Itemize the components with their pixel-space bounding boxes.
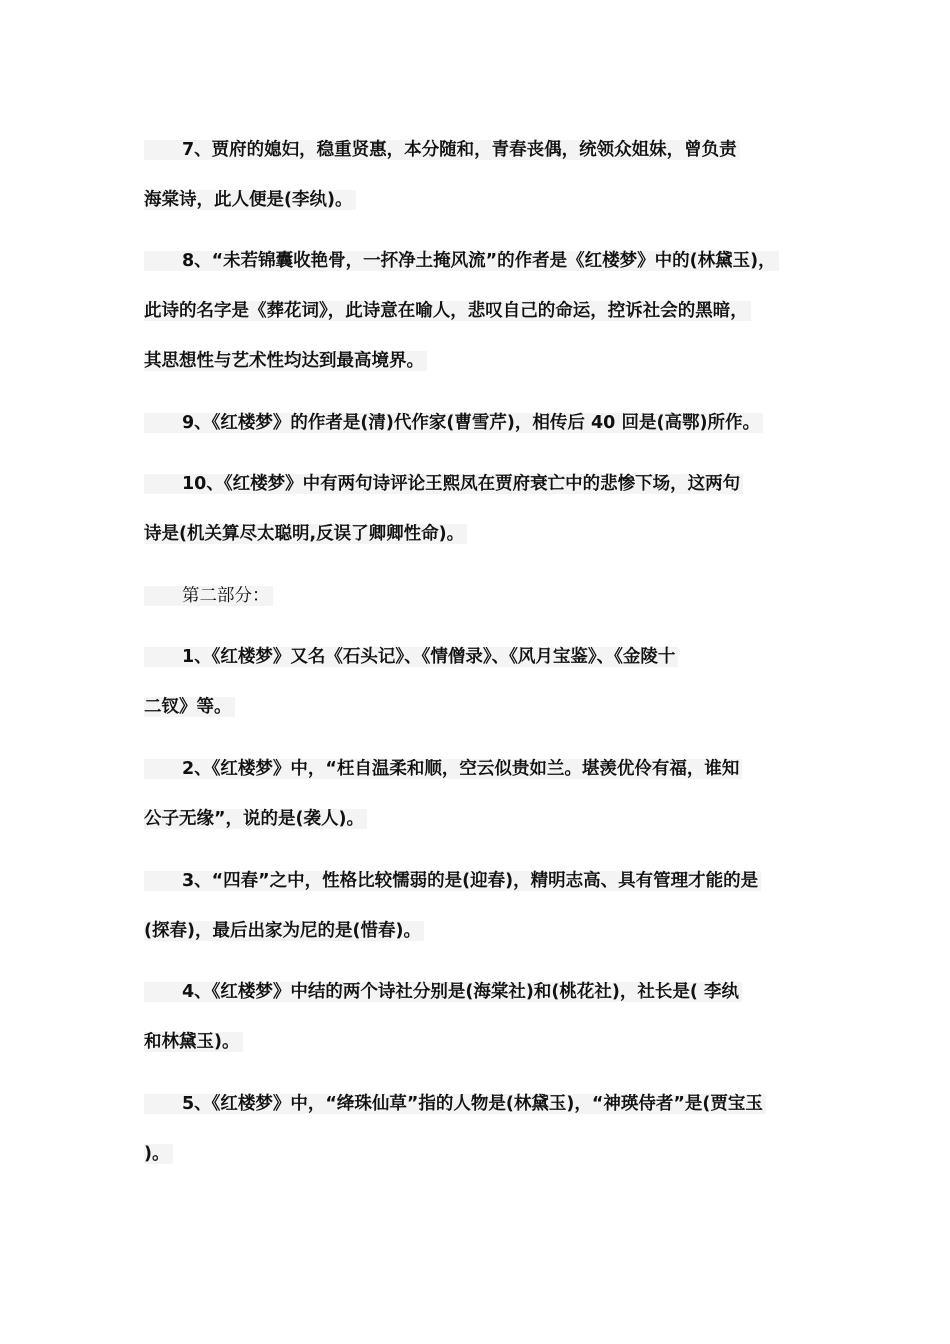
paragraph-line (144, 249, 779, 273)
paragraph-line (144, 757, 742, 781)
line-text: 2、《红楼梦》中，“枉自温柔和顺，空云似贵如兰。堪羡优伶有福，谁知 (144, 759, 742, 779)
paragraph-line (144, 299, 751, 323)
line-text: 其思想性与艺术性均达到最高境界。 (144, 351, 427, 371)
paragraph-line (144, 980, 742, 1004)
line-text: 10、《红楼梦》中有两句诗评论王熙凤在贾府衰亡中的悲惨下场，这两句 (144, 474, 743, 494)
line-text: 1、《红楼梦》又名《石头记》、《情僧录》、《风月宝鉴》、《金陵十 (144, 647, 678, 667)
paragraph-line (144, 1030, 243, 1054)
line-text: )。 (144, 1144, 173, 1164)
line-text: 3、“四春”之中，性格比较懦弱的是(迎春)，精明志高、具有管理才能的是 (144, 871, 761, 891)
paragraph-line (144, 1092, 766, 1116)
line-text: 第二部分： (144, 586, 273, 606)
line-text: 8、“未若锦囊收艳骨，一抔净土掩风流”的作者是《红楼梦》中的(林黛玉)， (144, 251, 779, 271)
section-heading (144, 584, 273, 608)
line-text: 二钗》等。 (144, 697, 235, 717)
line-text: 此诗的名字是《葬花词》，此诗意在喻人，悲叹自己的命运，控诉社会的黑暗， (144, 301, 751, 321)
paragraph-line (144, 645, 678, 669)
line-text: 和林黛玉)。 (144, 1032, 243, 1052)
line-text: 诗是(机关算尽太聪明,反误了卿卿性命)。 (144, 524, 467, 544)
paragraph-line (144, 807, 367, 831)
line-text: (探春)，最后出家为尼的是(惜春)。 (144, 921, 424, 941)
line-text: 海棠诗，此人便是(李纨)。 (144, 190, 356, 210)
line-text: 4、《红楼梦》中结的两个诗社分别是(海棠社)和(桃花社)，社长是( 李纨 (144, 982, 742, 1002)
paragraph-line (144, 138, 740, 162)
paragraph-line (144, 869, 761, 893)
line-text: 9、《红楼梦》的作者是(清)代作家(曹雪芹)，相传后 40 回是(高鄂)所作。 (144, 413, 763, 433)
line-text: 5、《红楼梦》中，“绛珠仙草”指的人物是(林黛玉)，“神瑛侍者”是(贾宝玉 (144, 1094, 766, 1114)
paragraph-line (144, 188, 356, 212)
paragraph-line (144, 695, 235, 719)
line-text: 公子无缘”，说的是(袭人)。 (144, 809, 367, 829)
paragraph-line (144, 1142, 173, 1166)
paragraph-line (144, 472, 743, 496)
line-text: 7、贾府的媳妇，稳重贤惠，本分随和，青春丧偶，统领众姐妹，曾负责 (144, 140, 740, 160)
paragraph-line (144, 349, 427, 373)
paragraph-line (144, 522, 467, 546)
paragraph-line (144, 411, 763, 435)
paragraph-line (144, 919, 424, 943)
